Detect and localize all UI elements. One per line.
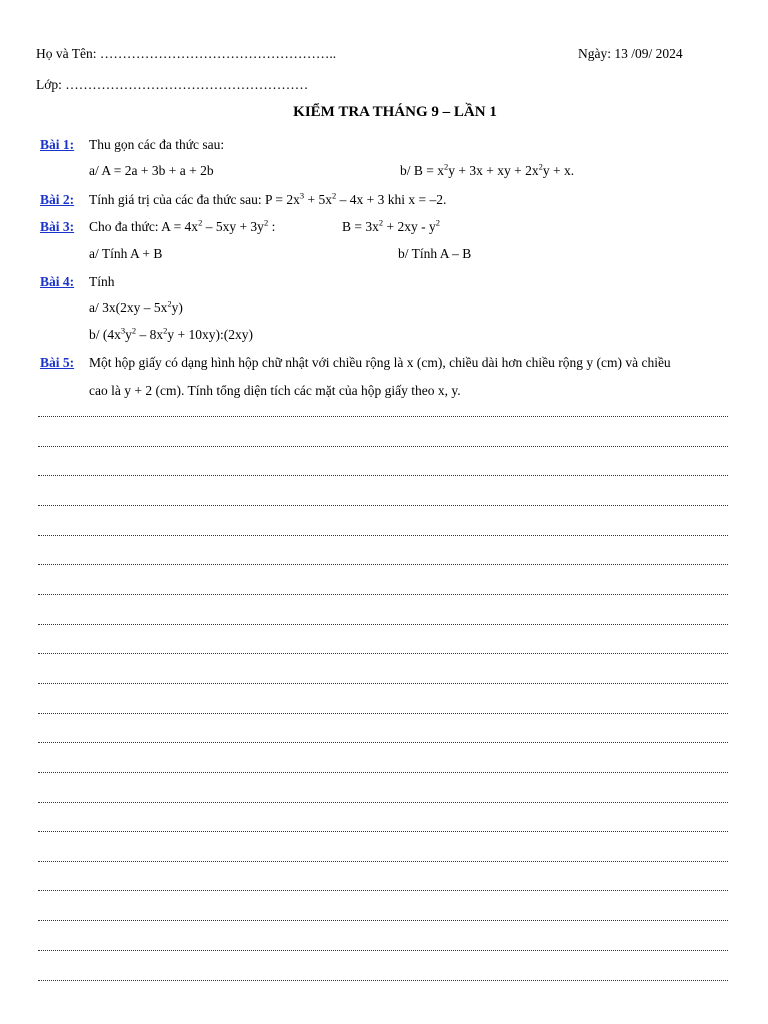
answer-line	[38, 564, 728, 565]
exercise-3b: b/ Tính A – B	[398, 246, 472, 261]
answer-line	[38, 920, 728, 921]
exercise-3-polynomial-b: $B = 3x^2 + 2xy - y^2$	[342, 217, 440, 234]
date-label: Ngày: 13 /09/ 2024	[578, 46, 683, 61]
answer-line	[38, 713, 728, 714]
answer-line	[38, 446, 728, 447]
exercise-1a: a/ A = 2a + 3b + a + 2b	[89, 163, 214, 178]
class-field: Lớp: ………………………………………………	[36, 77, 309, 92]
exercise-2-prompt: Tính giá trị của các đa thức sau: $P = 2x^3 + 5x^2 - 4x + 3$ khi x = –2.	[89, 190, 447, 207]
answer-line	[38, 772, 728, 773]
student-name-field: Họ và Tên: ……………………………………………..	[36, 46, 337, 61]
answer-line	[38, 950, 728, 951]
answer-line	[38, 535, 728, 536]
exercise-3-label: Bài 3:	[40, 219, 75, 234]
page-title: KIỂM TRA THÁNG 9 – LẦN 1	[293, 104, 497, 120]
answer-line	[38, 861, 728, 862]
exercise-5-label: Bài 5:	[40, 355, 75, 370]
exercise-2-label: Bài 2:	[40, 192, 75, 207]
answer-line	[38, 624, 728, 625]
exercise-1-prompt: Thu gọn các đa thức sau:	[89, 137, 225, 152]
exercise-4-label: Bài 4:	[40, 274, 75, 289]
exercise-5-line-2: cao là y + 2 (cm). Tính tổng diện tích các mặt của hộp giấy theo x, y.	[89, 383, 461, 398]
answer-line	[38, 742, 728, 743]
exercise-4-prompt: Tính	[89, 274, 115, 289]
answer-line	[38, 683, 728, 684]
exercise-3-polynomial-a: Cho đa thức: $A = 4x^2 - 5xy + 3y^2$ :	[89, 217, 276, 234]
answer-line	[38, 653, 728, 654]
answer-line	[38, 980, 728, 981]
exercise-1b: b/ $B = x^2y + 3x$ + xy + $2x^2y + x$.	[400, 161, 575, 178]
exercise-5-line-1: Một hộp giấy có dạng hình hộp chữ nhật với chiều rộng là x (cm), chiều dài hơn chiều rộng y (cm) và chiều	[89, 355, 671, 370]
exercise-4b: b/ ($4x^3y^2 - 8x^2y$ + 10xy):(2xy)	[89, 325, 253, 342]
answer-line	[38, 505, 728, 506]
answer-line	[38, 802, 728, 803]
answer-line	[38, 594, 728, 595]
answer-line	[38, 890, 728, 891]
answer-line	[38, 475, 728, 476]
exercise-1-label: Bài 1:	[40, 137, 75, 152]
exercise-4a: a/ $3x(2xy - 5x^2y)$	[89, 298, 183, 315]
answer-line	[38, 831, 728, 832]
exercise-3a: a/ Tính A + B	[89, 246, 163, 261]
answer-line	[38, 416, 728, 417]
